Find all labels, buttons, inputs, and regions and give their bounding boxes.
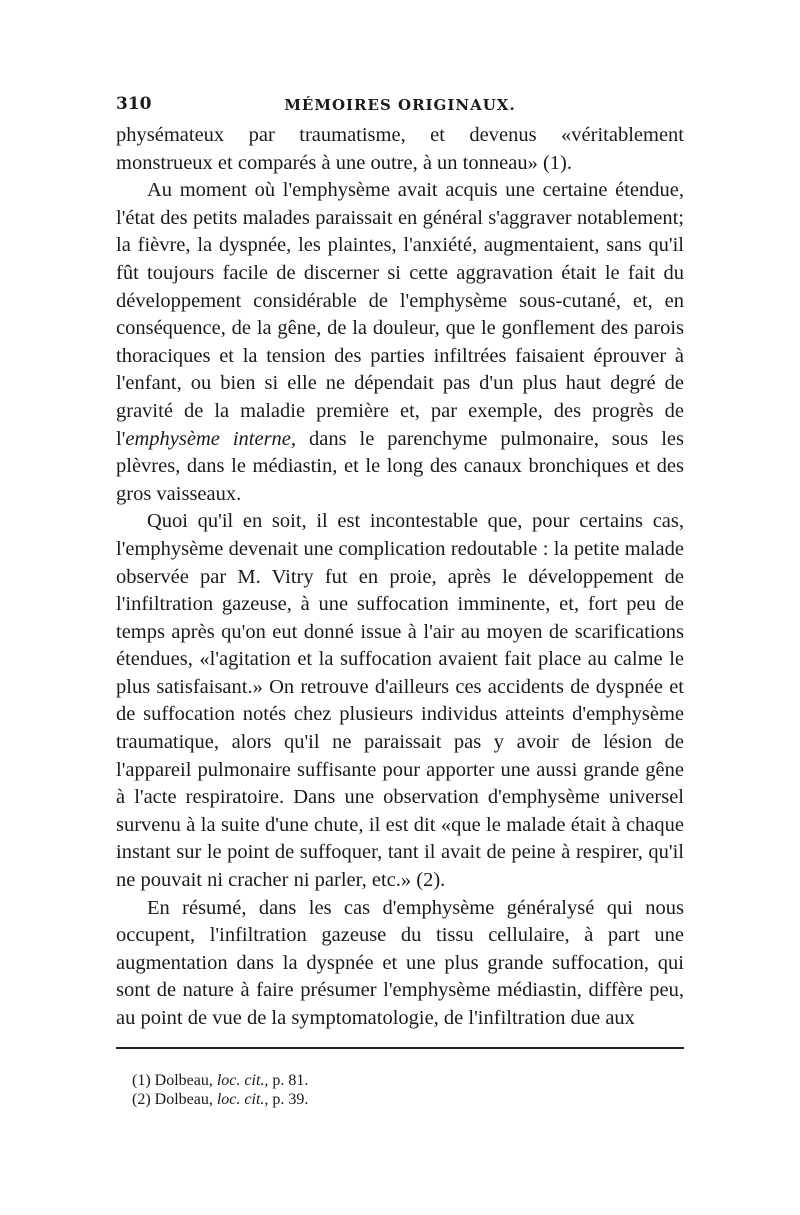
paragraph xyxy=(116,508,684,894)
text-run: Au moment où l'emphysème avait acquis une certaine étendue, l'état des petits malades paraissait en général s'aggraver notablement; la fièvre, la dyspnée, les plaintes, l'anxiété, augmentaient, sans qu'il fût toujours facile de discerner si cette aggravation était le fait du développement considérable de l'emphysème sous-cutané, et, en conséquence, de la gêne, de la douleur, que le gonflement des parois thoraciques et la tension des parties infiltrées faisaient éprouver à l'enfant, ou bien si elle ne dépendait pas d'un plus haut degré de gravité de la maladie première et, par exemple, des progrès de l' xyxy=(116,179,684,450)
running-head xyxy=(116,94,684,122)
body-text xyxy=(116,122,684,1033)
italic-text: loc. cit. xyxy=(216,1071,265,1089)
footnote xyxy=(132,1071,684,1090)
paragraph xyxy=(116,895,684,1033)
footnote xyxy=(132,1090,684,1109)
text-run: , p. 81. xyxy=(264,1071,309,1089)
page-number: 310 xyxy=(116,94,152,114)
italic-text: emphysème interne, xyxy=(125,427,297,450)
paragraph xyxy=(116,122,684,177)
italic-text: loc. cit. xyxy=(216,1090,265,1108)
text-run: Quoi qu'il en soit, il est incontestable que, pour certains cas, l'emphysème devenait une complication redoutable : la petite malade observée par M. Vitry fut en proie, après le développement de l'infiltration gazeuse, à une suffocation imminente, et, fort peu de temps après qu'on eut donné issue à l'air au moyen de scarifications étendues, «l'agitation et la suffocation avaient fait place au calme le plus satisfaisant.» On retrouve d'ailleurs ces accidents de dyspnée et de suffocation notés chez plusieurs individus atteints d'emphysème traumatique, alors qu'il ne paraissait pas y avoir de lésion de l'appareil pulmonaire suffisante pour apporter une aussi grande gêne à l'acte respiratoire. Dans une observation d'emphysème universel survenu à la suite d'une chute, il est dit «que le malade était à chaque instant sur le point de suffoquer, tant il avait de peine à respirer, qu'il ne pouvait ni cracher ni parler, etc.» (2). xyxy=(116,510,684,892)
paragraph xyxy=(116,177,684,508)
text-run: , p. 39. xyxy=(264,1090,309,1108)
footnote-rule xyxy=(116,1047,684,1049)
footnotes xyxy=(116,1071,684,1109)
text-run: (1) Dolbeau, xyxy=(132,1071,217,1089)
text-run: dans le parenchyme pulmonaire, sous les plèvres, dans le médiastin, et le long des canaux bronchiques et des gros vaisseaux. xyxy=(116,427,684,505)
text-run: physémateux par traumatisme, et devenus «véritablement monstrueux et comparés à une outre, à un tonneau» (1). xyxy=(116,124,684,174)
document-page xyxy=(116,94,684,1109)
text-run: En résumé, dans les cas d'emphysème généralysé qui nous occupent, l'infiltration gazeuse du tissu cellulaire, à part une augmentation dans la dyspnée et une plus grande suffocation, qui sont de nature à faire présumer l'emphysème médiastin, diffère peu, au point de vue de la symptomatologie, de l'infiltration due aux xyxy=(116,896,684,1029)
text-run: (2) Dolbeau, xyxy=(132,1090,217,1108)
header-title: MÉMOIRES ORIGINAUX. xyxy=(284,96,516,114)
